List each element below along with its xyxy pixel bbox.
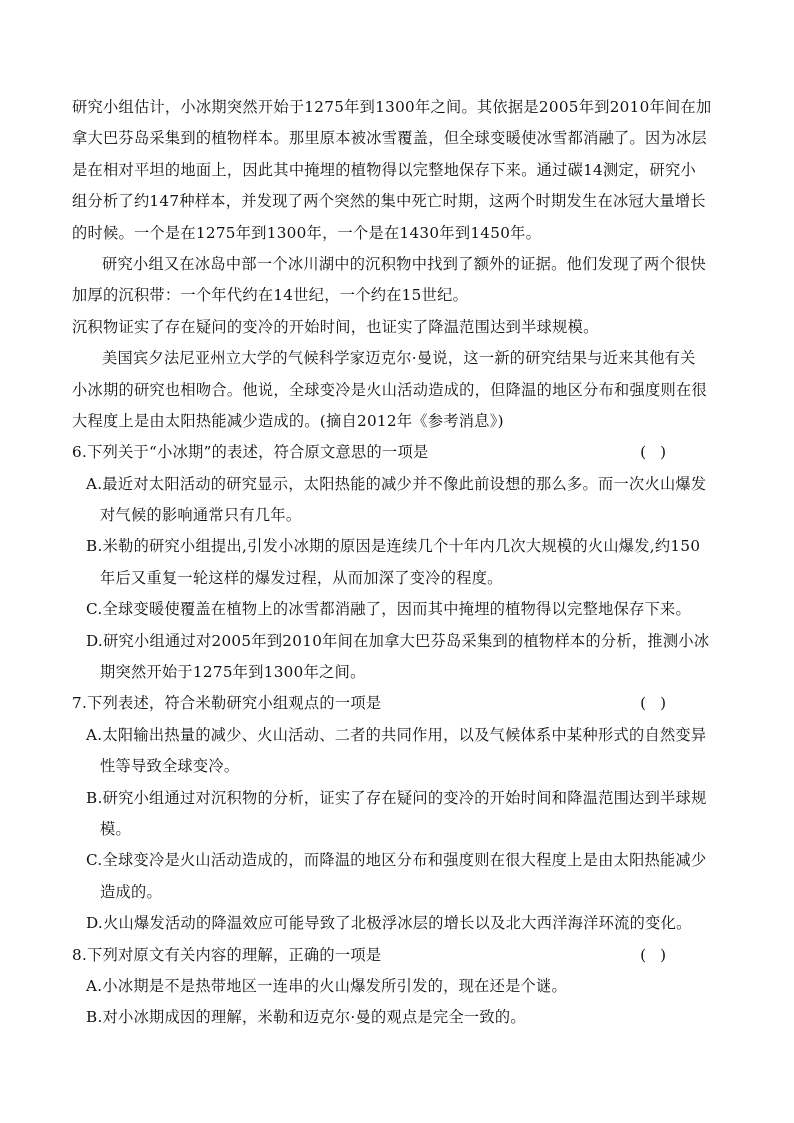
option-d-continued: 期突然开始于1275年到1300年之间。 [100, 663, 366, 682]
question-8 [72, 940, 724, 1034]
option-d: D.火山爆发活动的降温效应可能导致了北极浮冰层的增长以及北大西洋海洋环流的变化。 [86, 914, 692, 933]
answer-bracket: () [640, 443, 680, 462]
text-line: 的时候。一个是在1275年到1300年，一个是在1430年到1450年。 [72, 223, 542, 242]
answer-bracket: () [640, 694, 680, 713]
passage-paragraph-3: 沉积物证实了存在疑问的变冷的开始时间，也证实了降温范围达到半球规模。 [72, 317, 599, 336]
option-a: A.小冰期是不是热带地区一连串的火山爆发所引发的，现在还是个谜。 [86, 976, 568, 995]
text-line: 拿大巴芬岛采集到的植物样本。那里原本被冰雪覆盖，但全球变暖使冰雪都消融了。因为冰层 [72, 129, 707, 148]
option-b: B.米勒的研究小组提出,引发小冰期的原因是连续几个十年内几次大规模的火山爆发,约150 [86, 537, 701, 556]
option-b: B.对小冰期成因的理解，米勒和迈克尔·曼的观点是完全一致的。 [86, 1008, 526, 1027]
option-b-continued: 模。 [100, 819, 131, 838]
text-line: 是在相对平坦的地面上，因此其中掩埋的植物得以完整地保存下来。通过碳14测定，研究小 [72, 160, 696, 179]
answer-bracket: () [640, 945, 680, 964]
passage-paragraph-1 [72, 92, 724, 249]
question-stem: 8.下列对原文有关内容的理解，正确的一项是 [72, 945, 382, 964]
option-a: A.最近对太阳活动的研究显示，太阳热能的减少并不像此前设想的那么多。而一次火山爆发 [86, 474, 707, 493]
question-7 [72, 688, 724, 939]
text-line: 美国宾夕法尼亚州立大学的气候科学家迈克尔·曼说，这一新的研究结果与近来其他有关 [102, 349, 696, 368]
option-b: B.研究小组通过对沉积物的分析，证实了存在疑问的变冷的开始时间和降温范围达到半球规 [86, 788, 707, 807]
option-c-continued: 造成的。 [100, 882, 162, 901]
option-c: C.全球变暖使覆盖在植物上的冰雪都消融了，因而其中掩埋的植物得以完整地保存下来。 [86, 600, 692, 619]
option-b-continued: 年后又重复一轮这样的爆发过程，从而加深了变冷的程度。 [100, 568, 503, 587]
text-line: 加厚的沉积带：一个年代约在14世纪，一个约在15世纪。 [72, 286, 469, 305]
text-line: 组分析了约147种样本，并发现了两个突然的集中死亡时期，这两个时期发生在冰冠大量增长 [72, 192, 706, 211]
passage-paragraph-4 [72, 343, 724, 437]
question-stem-line [72, 437, 724, 468]
option-d: D.研究小组通过对2005年到2010年间在加拿大巴芬岛采集到的植物样本的分析，推测小冰 [86, 631, 710, 650]
text-line: 大程度上是由太阳热能减少造成的。(摘自2012年《参考消息》) [72, 411, 504, 430]
question-stem-line [72, 688, 724, 719]
option-a-continued: 性等导致全球变冷。 [100, 757, 240, 776]
question-stem-line [72, 940, 724, 971]
document-page [72, 92, 724, 1034]
option-a: A.太阳输出热量的减少、火山活动、二者的共同作用，以及气候体系中某种形式的自然变异 [86, 725, 707, 744]
text-line: 小冰期的研究也相吻合。他说，全球变冷是火山活动造成的，但降温的地区分布和强度则在很 [72, 380, 707, 399]
option-a-continued: 对气候的影响通常只有几年。 [100, 506, 302, 525]
question-stem: 7.下列表述，符合米勒研究小组观点的一项是 [72, 694, 382, 713]
passage-paragraph-2 [72, 249, 724, 312]
text-line: 研究小组估计，小冰期突然开始于1275年到1300年之间。其依据是2005年到2010年间在加 [72, 98, 712, 116]
question-6 [72, 437, 724, 688]
text-line: 研究小组又在冰岛中部一个冰川湖中的沉积物中找到了额外的证据。他们发现了两个很快 [102, 254, 707, 273]
question-stem: 6.下列关于“小冰期”的表述，符合原文意思的一项是 [72, 443, 429, 462]
option-c: C.全球变冷是火山活动造成的，而降温的地区分布和强度则在很大程度上是由太阳热能减少 [86, 851, 707, 870]
